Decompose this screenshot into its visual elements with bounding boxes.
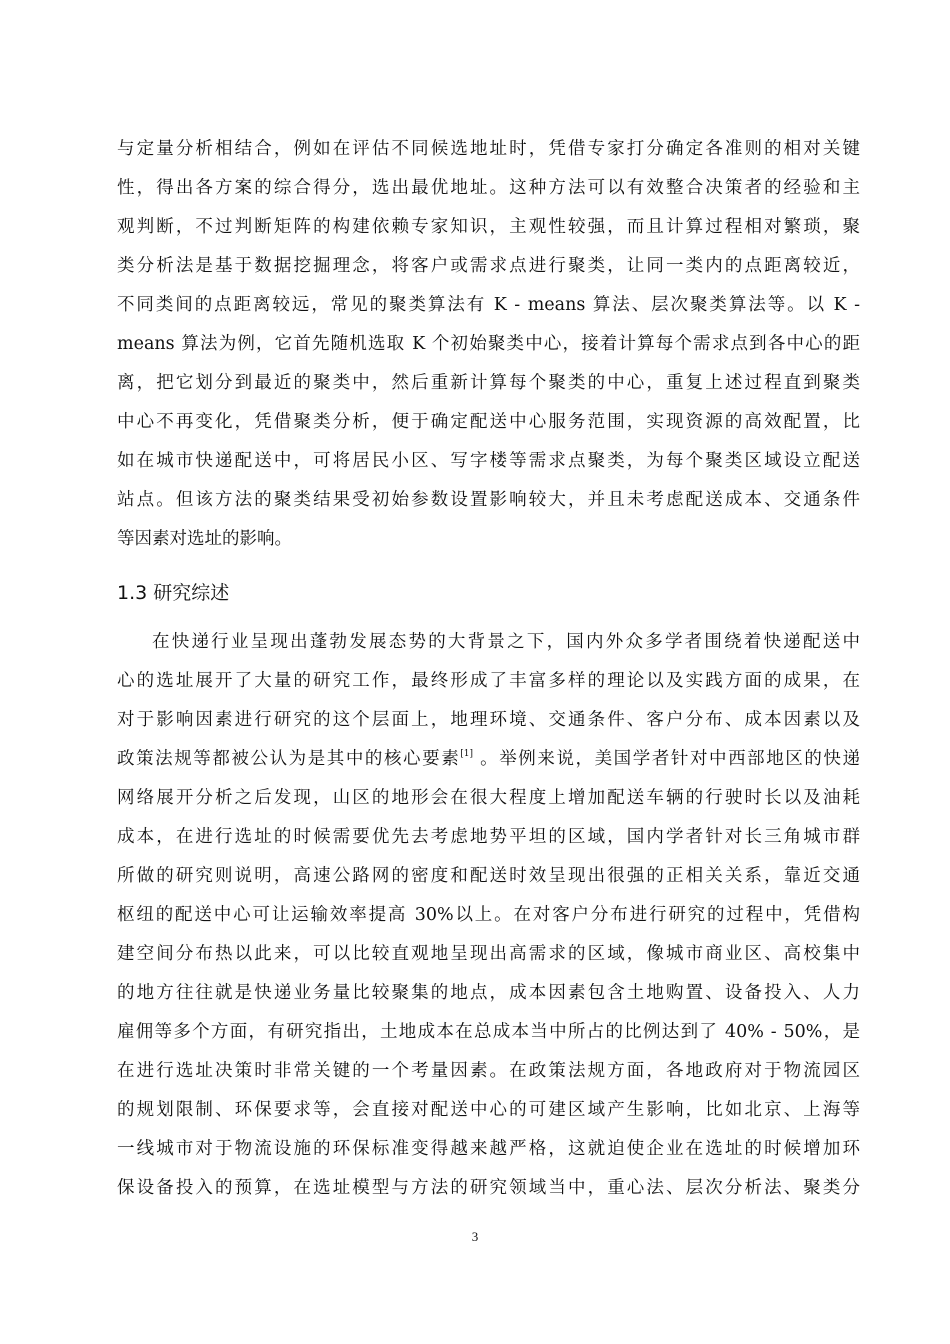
body-text-line: 离，把它划分到最近的聚类中，然后重新计算每个聚类的中心，重复上述过程直到聚类 [117, 373, 860, 393]
page-number: 3 [471, 1229, 479, 1244]
body-text-line: 成本，在进行选址的时候需要优先去考虑地势平坦的区域，国内学者针对长三角城市群 [117, 827, 860, 847]
body-text-line: 在进行选址决策时非常关键的一个考量因素。在政策法规方面，各地政府对于物流园区 [117, 1061, 860, 1081]
section-heading: 1.3 研究综述 [117, 582, 230, 604]
body-text-line: 所做的研究则说明，高速公路网的密度和配送时效呈现出很强的正相关关系，靠近交通 [117, 866, 860, 886]
body-text-line: 与定量分析相结合，例如在评估不同候选地址时，凭借专家打分确定各准则的相对关键 [117, 139, 860, 159]
body-text-line: 等因素对选址的影响。 [117, 529, 292, 549]
body-text-line: 中心不再变化，凭借聚类分析，便于确定配送中心服务范围，实现资源的高效配置，比 [117, 412, 860, 432]
body-text-line: 枢纽的配送中心可让运输效率提高 30%以上。在对客户分布进行研究的过程中，凭借构 [117, 905, 860, 925]
body-text-line: 性，得出各方案的综合得分，选出最优地址。这种方法可以有效整合决策者的经验和主 [117, 178, 860, 198]
body-text-line: 观判断，不过判断矩阵的构建依赖专家知识，主观性较强，而且计算过程相对繁琐，聚 [117, 217, 860, 237]
body-text-line: 如在城市快递配送中，可将居民小区、写字楼等需求点聚类，为每个聚类区域设立配送 [117, 451, 860, 471]
body-text-line: 雇佣等多个方面，有研究指出，土地成本在总成本当中所占的比例达到了 40% - 50%，是 [117, 1022, 860, 1042]
body-text-line: 网络展开分析之后发现，山区的地形会在很大程度上增加配送车辆的行驶时长以及油耗 [117, 788, 860, 808]
body-text-line: 保设备投入的预算，在选址模型与方法的研究领域当中，重心法、层次分析法、聚类分 [117, 1178, 860, 1198]
body-text-line: 建空间分布热以此来，可以比较直观地呈现出高需求的区域，像城市商业区、高校集中 [117, 944, 860, 964]
body-text-line: 在快递行业呈现出蓬勃发展态势的大背景之下，国内外众多学者围绕着快递配送中 [152, 632, 860, 652]
body-text-line-with-citation [117, 744, 860, 774]
body-text-segment: 政策法规等都被公认为是其中的核心要素 [117, 749, 461, 769]
body-text-line: 一线城市对于物流设施的环保标准变得越来越严格，这就迫使企业在选址的时候增加环 [117, 1139, 860, 1159]
body-text-line: 对于影响因素进行研究的这个层面上，地理环境、交通条件、客户分布、成本因素以及 [117, 710, 860, 730]
body-text-line: 类分析法是基于数据挖掘理念，将客户或需求点进行聚类，让同一类内的点距离较近， [117, 256, 860, 276]
body-text-line: 的规划限制、环保要求等，会直接对配送中心的可建区域产生影响，比如北京、上海等 [117, 1100, 860, 1120]
body-text-line: 站点。但该方法的聚类结果受初始参数设置影响较大，并且未考虑配送成本、交通条件 [117, 490, 860, 510]
body-text-line: 不同类间的点距离较远，常见的聚类算法有 K - means 算法、层次聚类算法等。以 K - [117, 295, 860, 315]
body-text-segment: 。举例来说，美国学者针对中西部地区的快递 [473, 749, 860, 769]
body-text-line: 心的选址展开了大量的研究工作，最终形成了丰富多样的理论以及实践方面的成果，在 [117, 671, 860, 691]
body-text-line: means 算法为例，它首先随机选取 K 个初始聚类中心，接着计算每个需求点到各中心的距 [117, 334, 860, 354]
body-text-line: 的地方往往就是快递业务量比较聚集的地点，成本因素包含土地购置、设备投入、人力 [117, 983, 860, 1003]
citation-marker: [1] [460, 749, 474, 759]
